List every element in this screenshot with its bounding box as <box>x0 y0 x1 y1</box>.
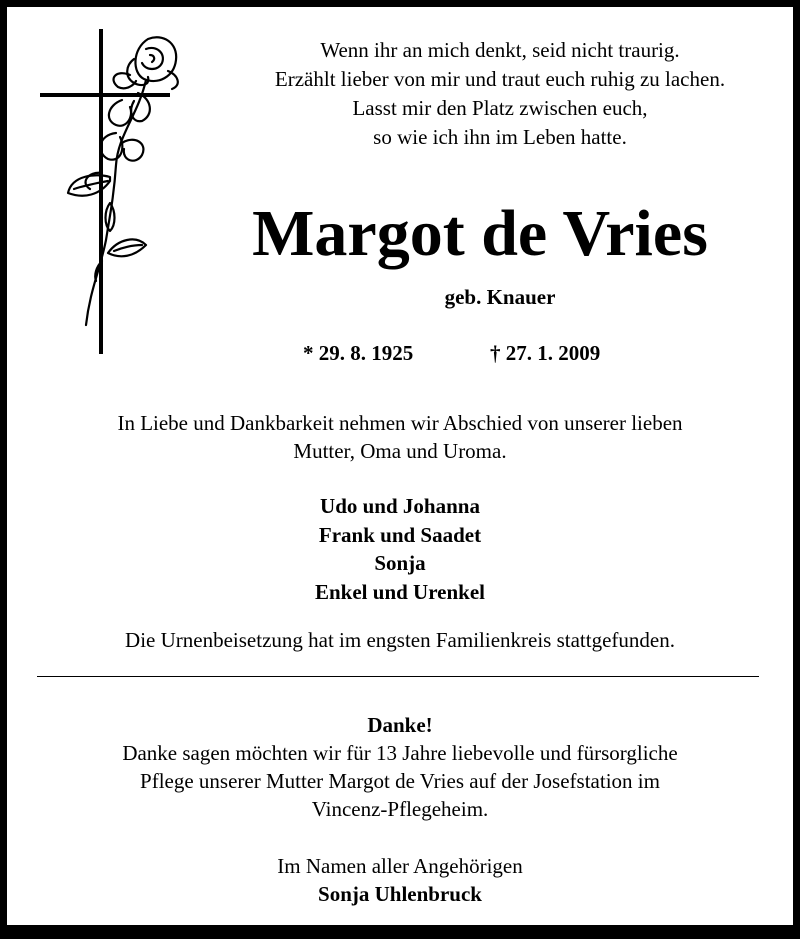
thanks-line: Vincenz-Pflegeheim. <box>311 797 489 821</box>
intro-line: In Liebe und Dankbarkeit nehmen wir Abschied von unserer lieben <box>117 411 683 435</box>
burial-note: Die Urnenbeisetzung hat im engsten Familienkreis stattgefunden. <box>125 628 675 652</box>
thanks-title: Danke! <box>367 713 433 737</box>
poem-line: so wie ich ihn im Leben hatte. <box>373 125 627 149</box>
thanks-line: Danke sagen möchten wir für 13 Jahre liebevolle und fürsorgliche <box>122 741 678 765</box>
poem <box>170 36 800 152</box>
deceased-name: Margot de Vries <box>252 197 708 270</box>
mourner-name: Frank und Saadet <box>318 522 482 547</box>
intro-line: Mutter, Oma und Uroma. <box>293 439 507 463</box>
thanks-line: Pflege unserer Mutter Margot de Vries auf der Josefstation im <box>140 769 660 793</box>
poem-line: Erzählt lieber von mir und traut euch ruhig zu lachen. <box>274 67 726 91</box>
birth-date: * 29. 8. 1925 <box>303 341 414 365</box>
mourners-list <box>0 492 800 606</box>
poem-line: Wenn ihr an mich denkt, seid nicht traurig. <box>320 38 680 62</box>
poem-line: Lasst mir den Platz zwischen euch, <box>352 96 648 120</box>
mourner-name: Sonja <box>374 551 426 575</box>
thanks-text <box>0 739 800 823</box>
mourner-name: Enkel und Urenkel <box>315 579 485 604</box>
mourner-name: Udo und Johanna <box>320 494 480 518</box>
section-divider <box>37 676 759 677</box>
death-date: † 27. 1. 2009 <box>490 341 601 365</box>
intro-text <box>0 409 800 465</box>
maiden-name: geb. Knauer <box>444 285 556 309</box>
cross-with-rose-icon <box>38 25 188 360</box>
signer-name: Sonja Uhlenbruck <box>318 882 482 906</box>
closing-phrase: Im Namen aller Angehörigen <box>277 854 523 878</box>
